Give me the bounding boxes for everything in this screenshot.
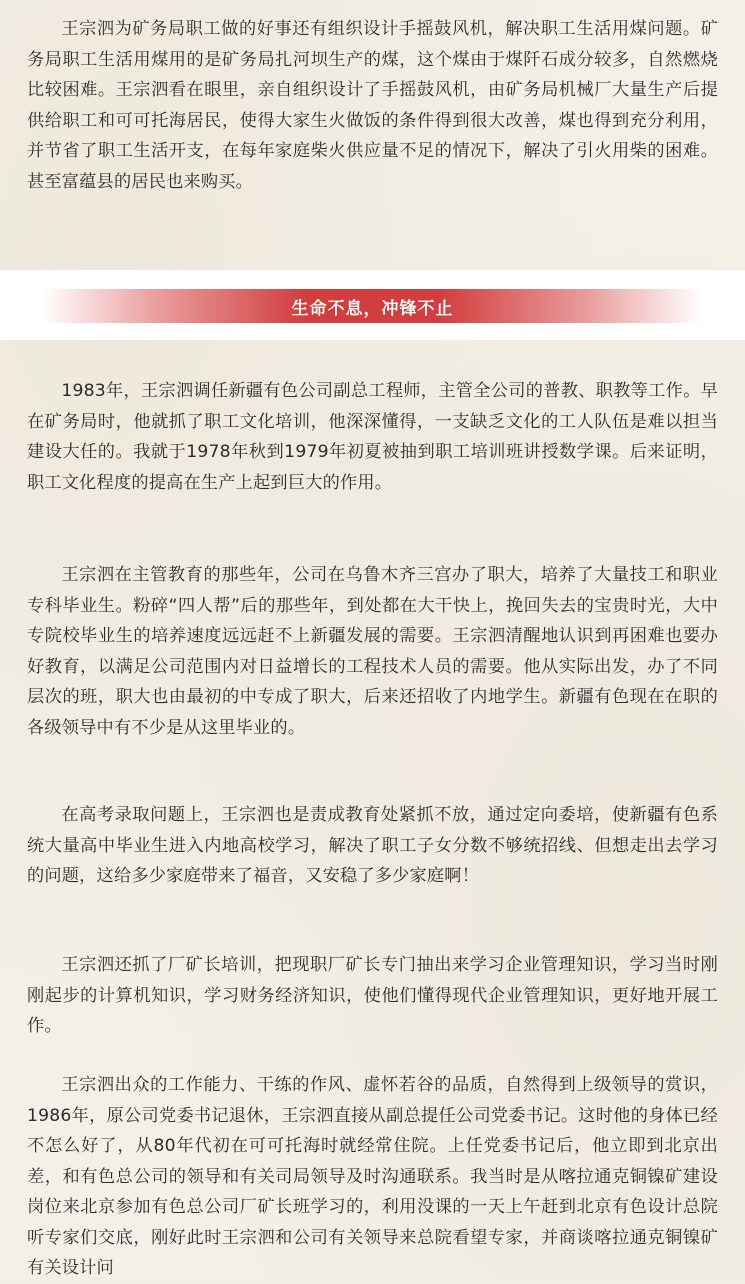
paragraph-2: 王宗泗在主管教育的那些年，公司在乌鲁木齐三宫办了职大，培养了大量技工和职业专科毕业生。粉碎“四人帮”后的那些年，到处都在大干快上，挽回失去的宝贵时光，大中专院校毕业生的培养速度远远赶不上新疆发展的需要。王宗泗清醒地认识到再困难也要办好教育，以满足公司范围内对日益增长的工程技术人员的需要。他从实际出发，办了不同层次的班，职大也由最初的中专成了职大，后来还招收了内地学生。新疆有色现在在职的各级领导中有不少是从这里毕业的。 (27, 565, 718, 738)
paragraph-5-block (0, 1070, 745, 1284)
section-title: 生命不息，冲锋不止 (291, 298, 454, 319)
top-paragraph: 王宗泗为矿务局职工做的好事还有组织设计手摇鼓风机，解决职工生活用煤问题。矿务局职工生活用煤用的是矿务局扎河坝生产的煤，这个煤由于煤阡石成分较多，自然燃烧比较困难。王宗泗看在眼里，亲自组织设计了手摇鼓风机，由矿务局机械厂大量生产后提供给职工和可可托海居民，使得大家生火做饭的条件得到很大改善，煤也得到充分利用，并节省了职工生活开支，在每年家庭柴火供应量不足的情况下，解决了引火用柴的困难。甚至富蕴县的居民也来购买。 (27, 19, 718, 192)
paragraph-2-block (0, 560, 745, 743)
paragraph-3-block (0, 800, 745, 892)
paragraph-3: 在高考录取问题上，王宗泗也是责成教育处紧抓不放，通过定向委培，使新疆有色系统大量高中毕业生进入内地高校学习，解决了职工子女分数不够统招线、但想走出去学习的问题，这给多少家庭带来了福音，又安稳了多少家庭啊！ (27, 805, 718, 886)
paragraph-4: 王宗泗还抓了厂矿长培训，把现职厂矿长专门抽出来学习企业管理知识，学习当时刚刚起步的计算机知识，学习财务经济知识，使他们懂得现代企业管理知识，更好地开展工作。 (27, 955, 718, 1036)
top-section (0, 14, 745, 197)
paragraph-5: 王宗泗出众的工作能力、干练的作风、虚怀若谷的品质，自然得到上级领导的赏识，1986年，原公司党委书记退休，王宗泗直接从副总提任公司党委书记。这时他的身体已经不怎么好了，从80年代初在可可托海时就经常住院。上任党委书记后，他立即到北京出差，和有色总公司的领导和有关司局领导及时沟通联系。我当时是从喀拉通克铜镍矿建设岗位来北京参加有色总公司厂矿长班学习的，利用没课的一天上午赶到北京有色设计总院听专家们交底，刚好此时王宗泗和公司有关领导来总院看望专家，并商谈喀拉通克铜镍矿有关设计问 (27, 1075, 718, 1278)
section-title-banner (42, 289, 703, 323)
paragraph-4-block (0, 950, 745, 1042)
paragraph-1-block (0, 376, 745, 498)
paragraph-1: 1983年，王宗泗调任新疆有色公司副总工程师，主管全公司的普教、职教等工作。早在矿务局时，他就抓了职工文化培训，他深深懂得，一支缺乏文化的工人队伍是难以担当建设大任的。我就于1978年秋到1979年初夏被抽到职工培训班讲授数学课。后来证明，职工文化程度的提高在生产上起到巨大的作用。 (27, 381, 718, 493)
